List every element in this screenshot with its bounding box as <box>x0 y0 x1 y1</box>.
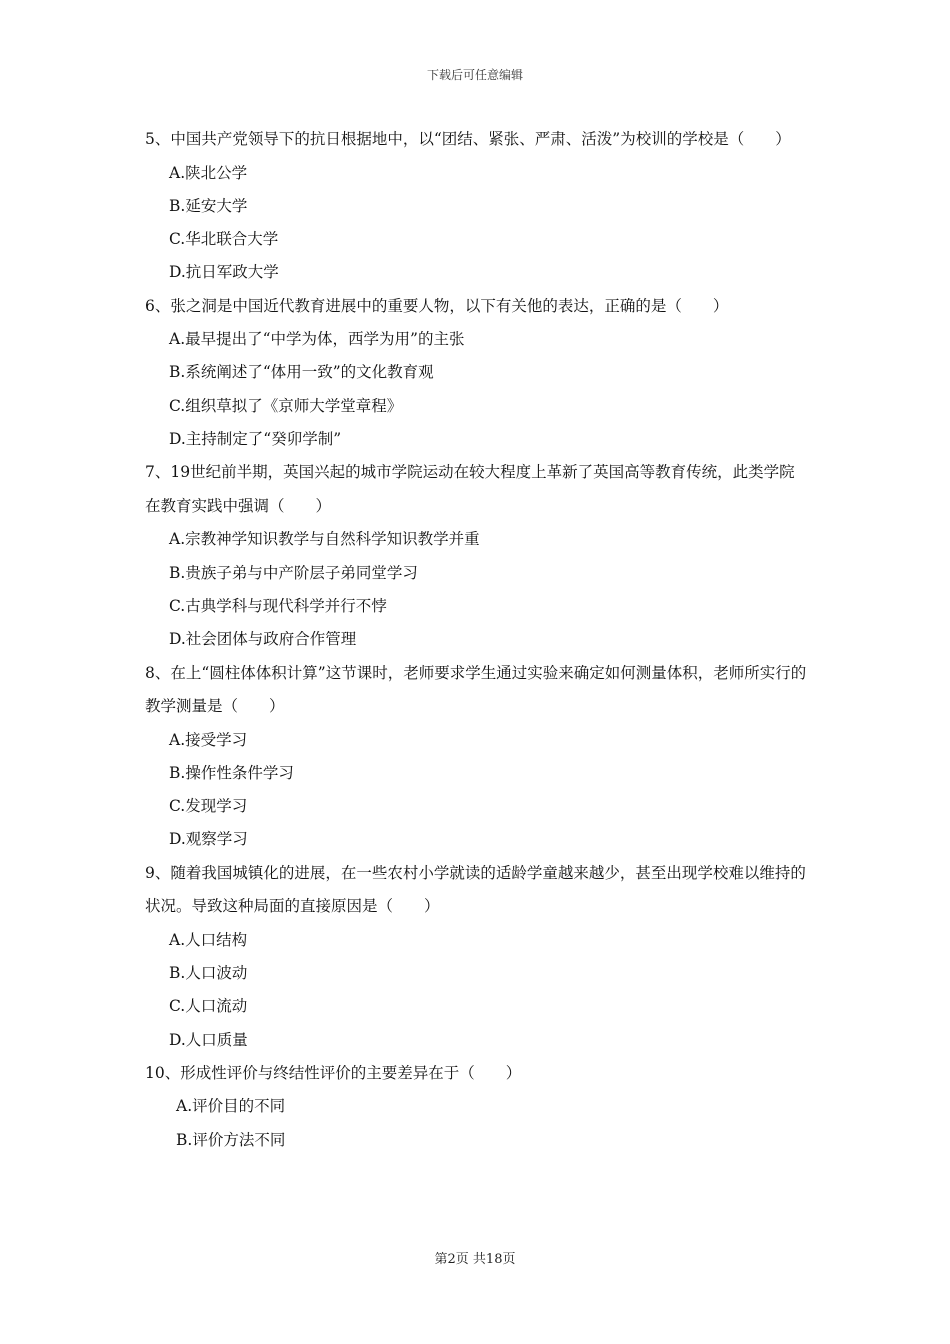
option-d: D.主持制定了“癸卯学制” <box>169 430 342 449</box>
option-b: B.评价方法不同 <box>176 1130 286 1149</box>
question-6 <box>145 290 810 457</box>
option-b: B.人口波动 <box>169 964 248 983</box>
option-c: C.华北联合大学 <box>169 230 279 249</box>
question-7 <box>145 456 810 656</box>
option-a: A.接受学习 <box>169 730 248 749</box>
option-a: A.评价目的不同 <box>176 1097 286 1116</box>
question-stem: 5、中国共产党领导下的抗日根据地中，以“团结、紧张、严肃、活泼”为校训的学校是（ ） <box>145 130 791 148</box>
question-9 <box>145 857 810 1057</box>
option-a: A.人口结构 <box>169 930 248 949</box>
option-c: C.人口流动 <box>169 997 248 1016</box>
option-d: D.抗日军政大学 <box>169 263 279 282</box>
option-d: D.人口质量 <box>169 1030 248 1049</box>
question-list <box>145 123 810 1157</box>
option-b: B.操作性条件学习 <box>169 763 294 782</box>
option-d: D.社会团体与政府合作管理 <box>169 630 357 649</box>
question-5 <box>145 123 810 290</box>
question-stem: 9、随着我国城镇化的进展，在一些农村小学就读的适龄学童越来越少，甚至出现学校难以维持的状况。导致这种局面的直接原因是（ ） <box>145 863 806 916</box>
page-footer: 第2页 共18页 <box>434 1252 516 1267</box>
option-d: D.观察学习 <box>169 830 248 849</box>
option-b: B.贵族子弟与中产阶层子弟同堂学习 <box>169 563 418 582</box>
question-8 <box>145 657 810 857</box>
option-c: C.古典学科与现代科学并行不悖 <box>169 596 387 615</box>
page-header: 下载后可任意编辑 <box>426 68 523 82</box>
question-stem: 7、19世纪前半期，英国兴起的城市学院运动在较大程度上革新了英国高等教育传统，此类学院在教育实践中强调（ ） <box>145 463 795 515</box>
option-b: B.系统阐述了“体用一致”的文化教育观 <box>169 363 434 382</box>
option-b: B.延安大学 <box>169 196 248 215</box>
option-a: A.宗教神学知识教学与自然科学知识教学并重 <box>169 530 480 549</box>
question-stem: 6、张之洞是中国近代教育进展中的重要人物，以下有关他的表达，正确的是（ ） <box>145 296 729 315</box>
question-stem: 8、在上“圆柱体体积计算”这节课时，老师要求学生通过实验来确定如何测量体积，老师所实行的教学测量是（ ） <box>145 663 807 716</box>
option-a: A.最早提出了“中学为体，西学为用”的主张 <box>169 330 465 349</box>
question-stem: 10、形成性评价与终结性评价的主要差异在于（ ） <box>145 1063 522 1082</box>
option-a: A.陕北公学 <box>169 163 248 182</box>
question-10 <box>145 1057 810 1157</box>
option-c: C.组织草拟了《京师大学堂章程》 <box>169 396 403 415</box>
option-c: C.发现学习 <box>169 797 248 816</box>
